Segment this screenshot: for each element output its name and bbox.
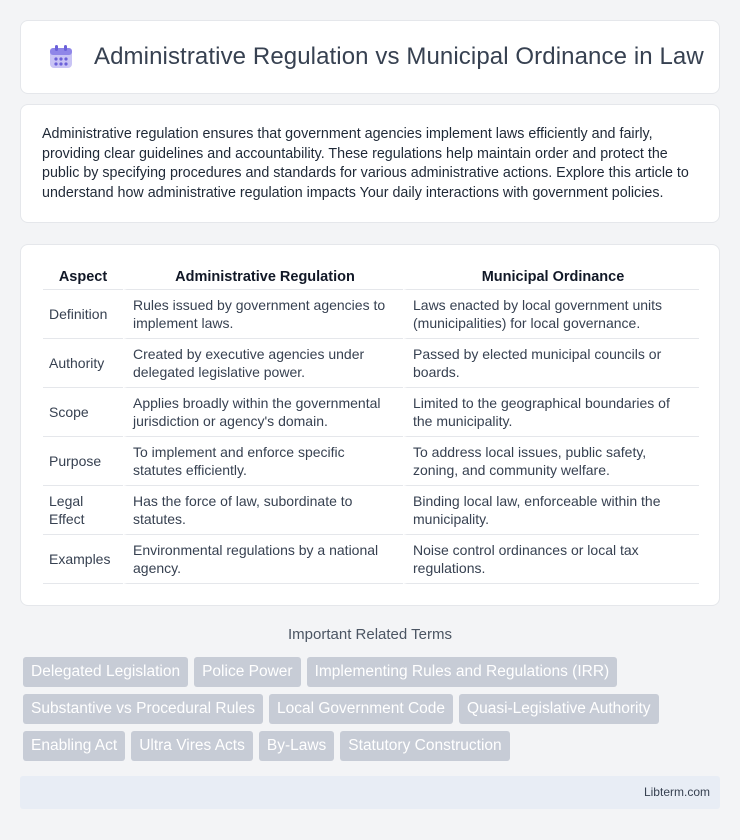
tag-by-laws[interactable]: By-Laws bbox=[259, 731, 334, 761]
table-row bbox=[43, 486, 699, 535]
calendar-icon bbox=[47, 43, 75, 71]
intro-card bbox=[20, 104, 720, 223]
tag-delegated-legislation[interactable]: Delegated Legislation bbox=[23, 657, 188, 687]
admin-cell: Applies broadly within the governmental jurisdiction or agency's domain. bbox=[123, 388, 403, 437]
aspect-cell: Authority bbox=[43, 339, 123, 388]
intro-text: Administrative regulation ensures that government agencies implement laws efficiently and fairly, providing clear guidelines and accountability. These regulations help maintain order and protect the public by specifying procedures and standards for various administrative actions. Explore this article to understand how administrative regulation impacts Your daily interactions with government policies. bbox=[42, 126, 689, 201]
aspect-cell: Legal Effect bbox=[43, 486, 123, 535]
aspect-cell: Purpose bbox=[43, 437, 123, 486]
aspect-cell: Definition bbox=[43, 290, 123, 339]
admin-cell: Environmental regulations by a national agency. bbox=[123, 535, 403, 584]
table-row bbox=[43, 437, 699, 486]
table-header-row bbox=[43, 266, 699, 290]
related-terms bbox=[23, 657, 723, 768]
tag-row bbox=[23, 694, 723, 724]
admin-cell: To implement and enforce specific statutes efficiently. bbox=[123, 437, 403, 486]
tag-irr[interactable]: Implementing Rules and Regulations (IRR) bbox=[307, 657, 618, 687]
municipal-cell: Limited to the geographical boundaries of the municipality. bbox=[403, 388, 699, 437]
municipal-cell: Noise control ordinances or local tax regulations. bbox=[403, 535, 699, 584]
table-row bbox=[43, 388, 699, 437]
tag-local-government-code[interactable]: Local Government Code bbox=[269, 694, 453, 724]
related-terms-title: Important Related Terms bbox=[288, 626, 452, 643]
municipal-cell: Laws enacted by local government units (municipalities) for local governance. bbox=[403, 290, 699, 339]
table-row bbox=[43, 535, 699, 584]
tag-statutory-construction[interactable]: Statutory Construction bbox=[340, 731, 509, 761]
page-title: Administrative Regulation vs Municipal Ordinance in Law bbox=[94, 43, 704, 70]
tag-police-power[interactable]: Police Power bbox=[194, 657, 300, 687]
tag-row bbox=[23, 657, 723, 687]
admin-cell: Rules issued by government agencies to implement laws. bbox=[123, 290, 403, 339]
aspect-cell: Scope bbox=[43, 388, 123, 437]
header-card bbox=[20, 20, 720, 94]
comparison-table bbox=[43, 266, 699, 584]
tag-enabling-act[interactable]: Enabling Act bbox=[23, 731, 125, 761]
footer bbox=[20, 776, 720, 809]
aspect-cell: Examples bbox=[43, 535, 123, 584]
tag-quasi-legislative-authority[interactable]: Quasi-Legislative Authority bbox=[459, 694, 659, 724]
header-administrative-regulation: Administrative Regulation bbox=[123, 266, 403, 290]
tag-ultra-vires-acts[interactable]: Ultra Vires Acts bbox=[131, 731, 253, 761]
footer-site-link[interactable]: Libterm.com bbox=[643, 785, 710, 799]
comparison-card bbox=[20, 244, 720, 606]
municipal-cell: Binding local law, enforceable within the municipality. bbox=[403, 486, 699, 535]
tag-row bbox=[23, 731, 723, 761]
municipal-cell: Passed by elected municipal councils or boards. bbox=[403, 339, 699, 388]
header-aspect: Aspect bbox=[43, 266, 123, 290]
table-row bbox=[43, 339, 699, 388]
table-row bbox=[43, 290, 699, 339]
admin-cell: Has the force of law, subordinate to statutes. bbox=[123, 486, 403, 535]
tag-substantive-vs-procedural[interactable]: Substantive vs Procedural Rules bbox=[23, 694, 263, 724]
header-municipal-ordinance: Municipal Ordinance bbox=[403, 266, 699, 290]
admin-cell: Created by executive agencies under delegated legislative power. bbox=[123, 339, 403, 388]
municipal-cell: To address local issues, public safety, zoning, and community welfare. bbox=[403, 437, 699, 486]
